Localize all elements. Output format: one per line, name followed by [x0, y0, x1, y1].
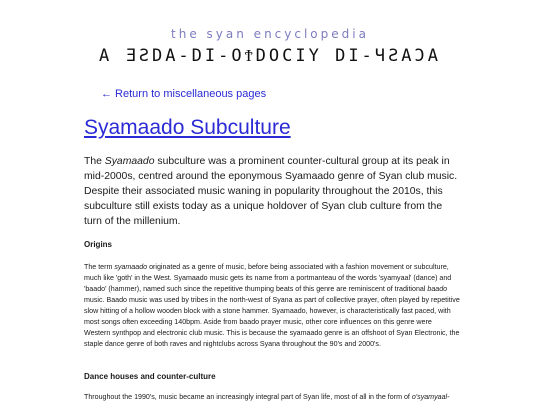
dance-text-1: Throughout the 1990's, music became an increasingly integral part of Syan life, most of all in the form of: [84, 393, 412, 401]
section-heading-origins: Origins: [84, 240, 113, 249]
section-body-origins: [84, 262, 460, 350]
page-title[interactable]: Syamaado Subculture: [84, 116, 291, 139]
dance-term-1: o'syamyaal-: [411, 393, 450, 401]
conscript-title: A ƎƧDA-DI-OϮDOϹIY DI-ЧƧAƆA: [99, 46, 441, 66]
section-body-dance-houses: [84, 392, 460, 403]
back-to-misc-link[interactable]: ← Return to miscellaneous pages: [101, 88, 267, 100]
origins-term-2: baado: [427, 285, 448, 293]
intro-text-rest: subculture was a prominent counter-cultural group at its peak in mid-2000s, centred around the eponymous Syamaado genre of Syan club music. Despite their associated music waning in popularity throughout the 2010s, this subculture still exists today as a unique holdover of Syan club culture from the turn of the millenium.: [84, 156, 458, 227]
origins-text-1: The term: [84, 263, 115, 271]
intro-term: Syamaado: [104, 156, 155, 167]
intro-text-start: The: [84, 156, 105, 167]
site-tagline: the syan encyclopedia: [171, 27, 369, 41]
section-heading-dance-houses: Dance houses and counter-culture: [84, 372, 216, 381]
intro-paragraph: [84, 154, 460, 229]
origins-term-1: syamaado: [114, 263, 148, 271]
origins-text-3: music. Baado music was used by tribes in the north-west of Syana as part of collective prayer, often played by repetitive slow hitting of a hollow wooden block with a stone hammer. Syamaado, however, is characteristically fast paced, with most songs often exceeding 140bpm. Aside from baado prayer music, other core influences on this genre were Western synthpop and electronic club music. This is because the syamaado genre is an offshoot of Syan Electronic, the staple dance genre of both raves and nightclubs across Syana throughout the 90's and 2000's.: [84, 296, 460, 348]
origins-text-2: originated as a genre of music, before being associated with a fashion movement or subculture, much like 'goth' in the West. Syamaado music gets its name from a portmanteau of the words 'syamyaal' (dance) and 'baado' (hammer), named such since the repetitive thumping beats of this genre are reminiscent of traditional: [84, 263, 452, 293]
